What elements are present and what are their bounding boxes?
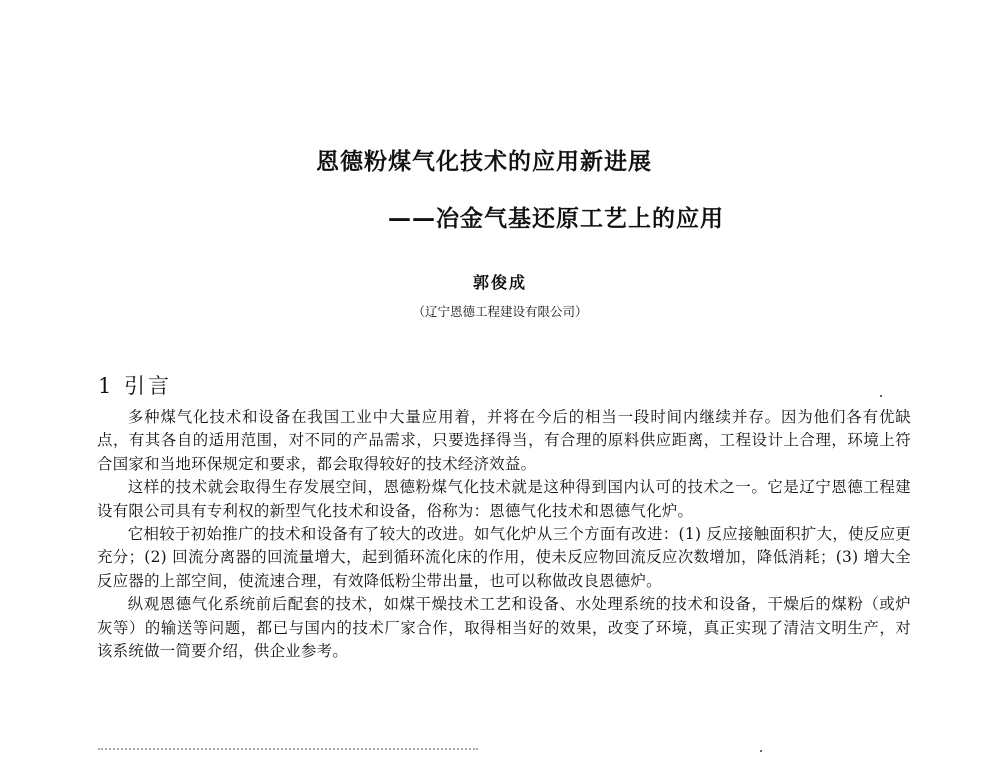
section-heading-introduction: 1 引言 (98, 374, 173, 398)
paragraph: 多种煤气化技术和设备在我国工业中大量应用着，并将在今后的相当一段时间内继续并存。因为他们各有优缺点，有其各自的适用范围，对不同的产品需求，只要选择得当，有合理的原料供应距离，工程设计上合理，环境上符合国家和当地环保规定和要求，都会取得较好的技术经济效益。 (97, 408, 911, 473)
paper-subtitle: ——冶金气基还原工艺上的应用 (388, 206, 724, 232)
scan-speck (760, 750, 762, 752)
paragraph: 它相较于初始推广的技术和设备有了较大的改进。如气化炉从三个方面有改进：(1) 反应接触面积扩大，使反应更充分；(2) 回流分离器的回流量增大，起到循环流化床的作用，使未反应物回流反应次数增加，降低消耗；(3) 增大全反应器的上部空间，使流速合理，有效降低粉尘带出量，也可以称做改良恩德炉。 (97, 525, 911, 590)
author-name: 郭俊成 (472, 273, 527, 292)
section-body (97, 406, 911, 663)
paragraph: 这样的技术就会取得生存发展空间，恩德粉煤气化技术就是这种得到国内认可的技术之一。它是辽宁恩德工程建设有限公司具有专利权的新型气化技术和设备，俗称为：恩德气化技术和恩德气化炉。 (97, 478, 911, 520)
scan-artifact-line (98, 748, 478, 750)
author-affiliation: （辽宁恩德工程建设有限公司） (412, 304, 588, 319)
paper-title: 恩德粉煤气化技术的应用新进展 (316, 149, 652, 175)
paragraph: 纵观恩德气化系统前后配套的技术，如煤干燥技术工艺和设备、水处理系统的技术和设备，干燥后的煤粉（或炉灰等）的输送等问题，都已与国内的技术厂家合作，取得相当好的效果，改变了环境，真正实现了清洁文明生产，对该系统做一简要介绍，供企业参考。 (97, 595, 911, 661)
scan-speck (880, 395, 882, 397)
